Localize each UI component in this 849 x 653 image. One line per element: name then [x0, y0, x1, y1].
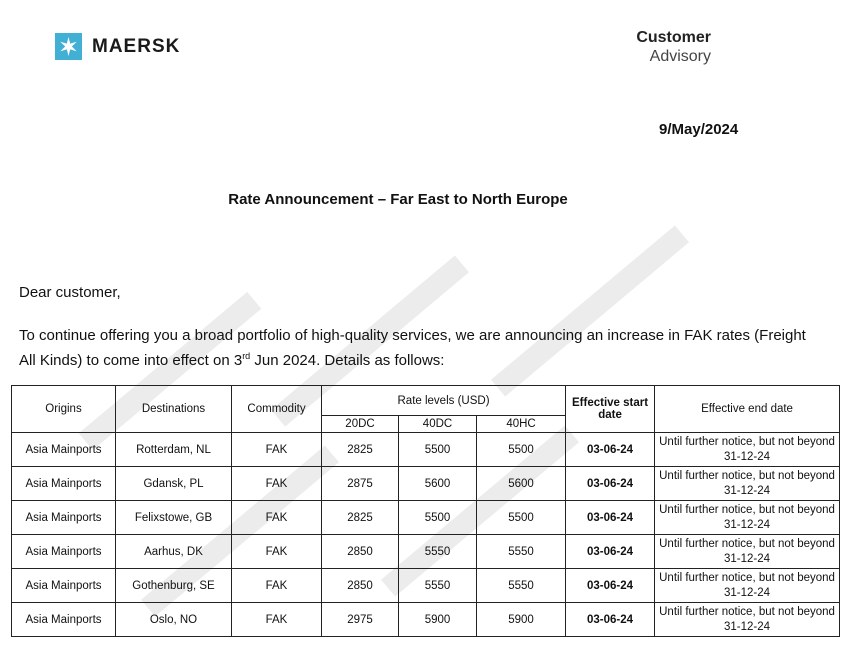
rates-table [11, 385, 840, 637]
advisory-line-1: Customer [636, 29, 711, 46]
effective-start-cell: 03-06-24 [566, 501, 655, 535]
commodity-cell: FAK [232, 467, 322, 501]
header-effective-start: Effective start date [566, 386, 655, 433]
customer-advisory-label [636, 28, 711, 66]
rate-20dc-cell: 2825 [322, 433, 399, 467]
effective-end-cell: Until further notice, but not beyond 31-12-24 [655, 501, 840, 535]
rate-40dc-cell: 5500 [399, 501, 477, 535]
advisory-line-2: Advisory [649, 48, 711, 65]
origin-cell: Asia Mainports [12, 569, 116, 603]
origin-cell: Asia Mainports [12, 603, 116, 637]
commodity-cell: FAK [232, 535, 322, 569]
document-date: 9/May/2024 [659, 121, 739, 138]
origin-cell: Asia Mainports [12, 433, 116, 467]
intro-paragraph [19, 325, 809, 371]
effective-end-cell: Until further notice, but not beyond 31-12-24 [655, 535, 840, 569]
rate-20dc-cell: 2825 [322, 501, 399, 535]
effective-end-cell: Until further notice, but not beyond 31-12-24 [655, 603, 840, 637]
greeting: Dear customer, [19, 284, 121, 301]
header-commodity: Commodity [232, 386, 322, 433]
header-20dc: 20DC [322, 416, 399, 433]
effective-start-cell: 03-06-24 [566, 603, 655, 637]
intro-superscript: rd [242, 351, 251, 361]
table-row [12, 433, 840, 467]
header-destinations: Destinations [116, 386, 232, 433]
table-row [12, 535, 840, 569]
effective-start-cell: 03-06-24 [566, 467, 655, 501]
rate-40hc-cell: 5500 [477, 501, 566, 535]
origin-cell: Asia Mainports [12, 535, 116, 569]
intro-text-2: Jun 2024. Details as follows: [250, 352, 445, 369]
rate-40hc-cell: 5500 [477, 433, 566, 467]
rate-40dc-cell: 5600 [399, 467, 477, 501]
rate-20dc-cell: 2850 [322, 569, 399, 603]
table-row [12, 467, 840, 501]
rate-20dc-cell: 2975 [322, 603, 399, 637]
maersk-logo [55, 33, 180, 60]
table-row [12, 501, 840, 535]
effective-end-cell: Until further notice, but not beyond 31-12-24 [655, 433, 840, 467]
rate-20dc-cell: 2850 [322, 535, 399, 569]
destination-cell: Gdansk, PL [116, 467, 232, 501]
header-effective-end: Effective end date [655, 386, 840, 433]
rate-40hc-cell: 5900 [477, 603, 566, 637]
effective-end-cell: Until further notice, but not beyond 31-12-24 [655, 569, 840, 603]
rate-40dc-cell: 5550 [399, 569, 477, 603]
header-origins: Origins [12, 386, 116, 433]
star-icon [55, 33, 82, 60]
destination-cell: Aarhus, DK [116, 535, 232, 569]
rate-40hc-cell: 5550 [477, 535, 566, 569]
rate-40hc-cell: 5600 [477, 467, 566, 501]
commodity-cell: FAK [232, 433, 322, 467]
effective-start-cell: 03-06-24 [566, 569, 655, 603]
effective-start-cell: 03-06-24 [566, 535, 655, 569]
rate-40dc-cell: 5500 [399, 433, 477, 467]
header-40hc: 40HC [477, 416, 566, 433]
rate-40dc-cell: 5550 [399, 535, 477, 569]
origin-cell: Asia Mainports [12, 467, 116, 501]
intro-text-1: To continue offering you a broad portfolio of high-quality services, we are announcing an increase in FAK rates (Freight All Kinds) to come into effect on 3 [19, 327, 806, 369]
rate-40dc-cell: 5900 [399, 603, 477, 637]
rate-20dc-cell: 2875 [322, 467, 399, 501]
commodity-cell: FAK [232, 603, 322, 637]
commodity-cell: FAK [232, 569, 322, 603]
commodity-cell: FAK [232, 501, 322, 535]
destination-cell: Felixstowe, GB [116, 501, 232, 535]
table-row [12, 603, 840, 637]
rate-rows [12, 433, 840, 637]
brand-name: MAERSK [92, 35, 181, 57]
header-40dc: 40DC [399, 416, 477, 433]
destination-cell: Oslo, NO [116, 603, 232, 637]
destination-cell: Gothenburg, SE [116, 569, 232, 603]
document-title: Rate Announcement – Far East to North Europe [228, 191, 568, 208]
rate-40hc-cell: 5550 [477, 569, 566, 603]
effective-start-cell: 03-06-24 [566, 433, 655, 467]
destination-cell: Rotterdam, NL [116, 433, 232, 467]
origin-cell: Asia Mainports [12, 501, 116, 535]
table-row [12, 569, 840, 603]
effective-end-cell: Until further notice, but not beyond 31-12-24 [655, 467, 840, 501]
header-rate-levels: Rate levels (USD) [322, 386, 566, 416]
